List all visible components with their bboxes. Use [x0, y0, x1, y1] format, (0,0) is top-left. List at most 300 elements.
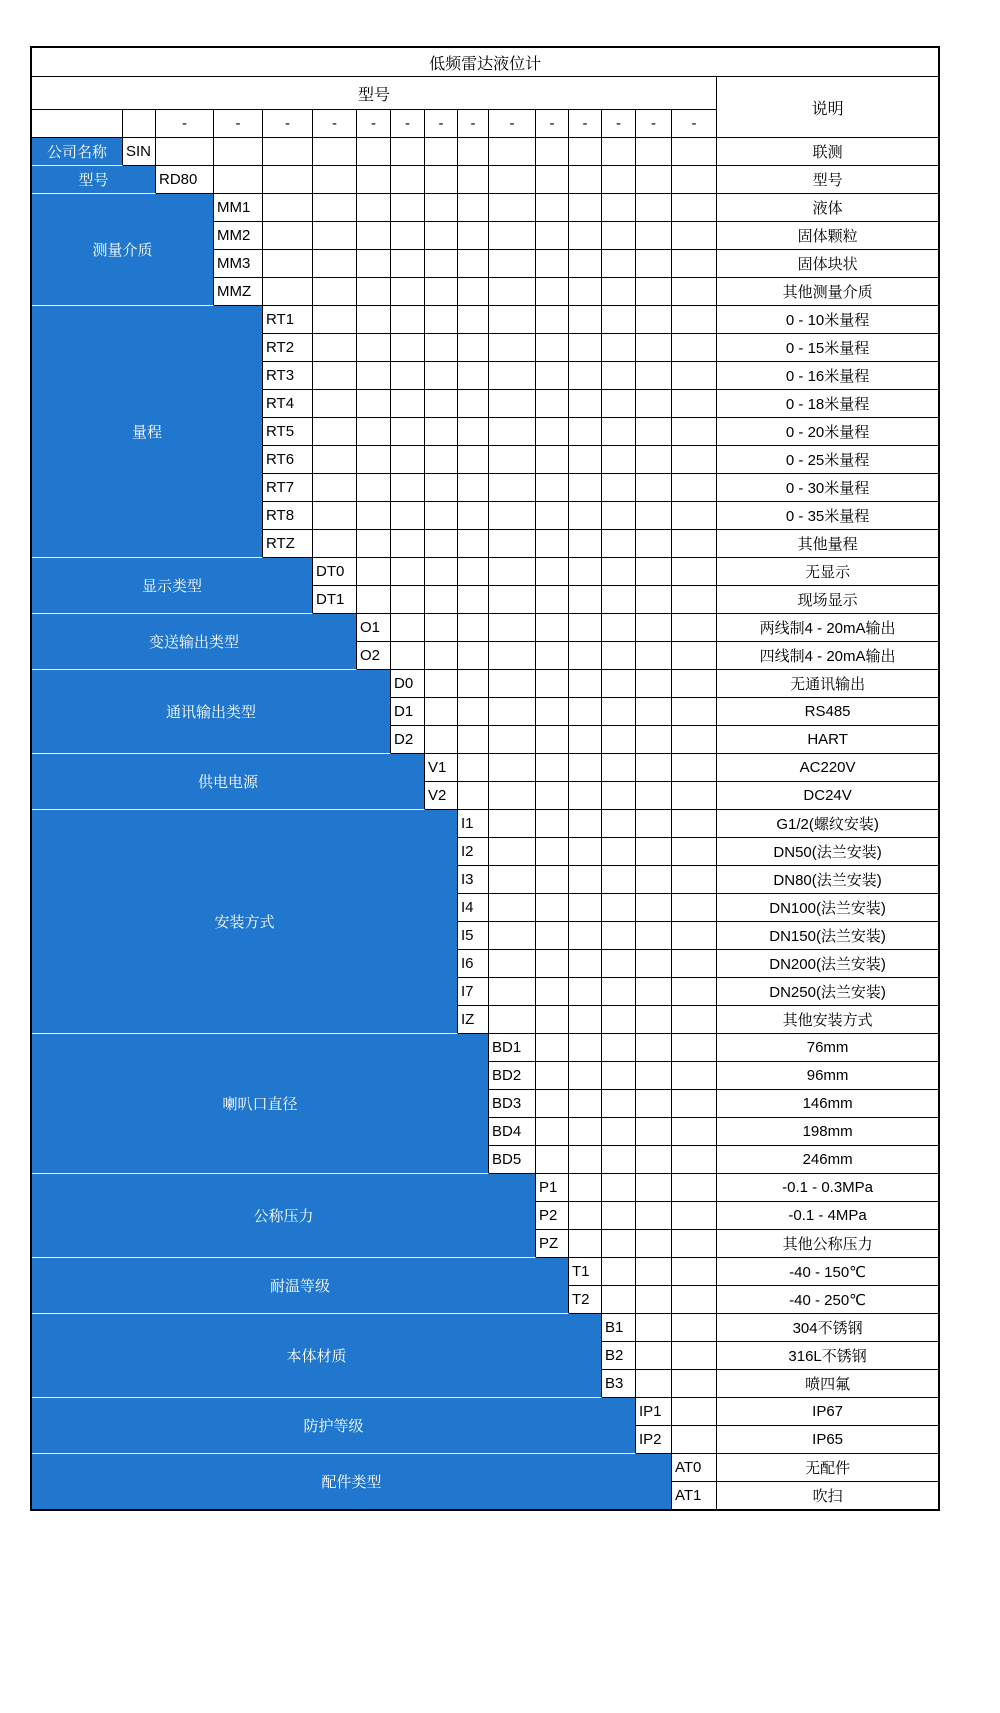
empty-cell — [458, 362, 489, 390]
empty-cell — [636, 474, 672, 502]
empty-cell — [602, 1006, 636, 1034]
empty-cell — [636, 530, 672, 558]
empty-cell — [489, 194, 536, 222]
empty-cell — [672, 1370, 717, 1398]
desc-cell: 0 - 18米量程 — [717, 390, 938, 418]
empty-cell — [489, 502, 536, 530]
empty-cell — [602, 1146, 636, 1174]
empty-cell — [636, 726, 672, 754]
model-header: 型号 — [32, 77, 717, 110]
code-cell: I1 — [458, 810, 489, 838]
empty-cell — [636, 838, 672, 866]
table-title: 低频雷达液位计 — [32, 48, 938, 77]
code-cell: MMZ — [214, 278, 263, 306]
separator-cell: - — [391, 110, 425, 138]
empty-cell — [636, 810, 672, 838]
empty-cell — [672, 1230, 717, 1258]
empty-cell — [425, 250, 458, 278]
option-row — [32, 1258, 938, 1286]
empty-cell — [536, 334, 569, 362]
category-cell: 本体材质 — [32, 1314, 602, 1398]
empty-cell — [569, 362, 602, 390]
empty-cell — [391, 278, 425, 306]
empty-cell — [391, 586, 425, 614]
empty-cell — [569, 250, 602, 278]
code-cell: RT3 — [263, 362, 313, 390]
category-cell: 显示类型 — [32, 558, 313, 614]
empty-cell — [489, 446, 536, 474]
empty-cell — [636, 698, 672, 726]
empty-cell — [489, 698, 536, 726]
empty-cell — [636, 222, 672, 250]
empty-cell — [636, 1062, 672, 1090]
empty-cell — [536, 670, 569, 698]
empty-cell — [313, 334, 357, 362]
empty-cell — [391, 138, 425, 166]
empty-cell — [536, 250, 569, 278]
empty-cell — [391, 166, 425, 194]
empty-cell — [357, 558, 391, 586]
empty-cell — [536, 474, 569, 502]
option-row — [32, 1034, 938, 1062]
empty-cell — [672, 474, 717, 502]
empty-cell — [602, 446, 636, 474]
empty-cell — [357, 166, 391, 194]
code-cell: RT7 — [263, 474, 313, 502]
code-cell: RT4 — [263, 390, 313, 418]
empty-cell — [602, 558, 636, 586]
empty-cell — [602, 642, 636, 670]
empty-cell — [536, 390, 569, 418]
empty-cell — [602, 670, 636, 698]
empty-cell — [569, 194, 602, 222]
desc-cell: 0 - 25米量程 — [717, 446, 938, 474]
empty-cell — [357, 446, 391, 474]
option-row — [32, 138, 938, 166]
empty-cell — [636, 362, 672, 390]
empty-cell — [672, 950, 717, 978]
empty-cell — [636, 586, 672, 614]
header-row — [32, 77, 938, 110]
empty-cell — [458, 726, 489, 754]
code-cell: BD2 — [489, 1062, 536, 1090]
empty-cell — [458, 138, 489, 166]
empty-cell — [672, 222, 717, 250]
empty-cell — [569, 1230, 602, 1258]
desc-cell: DC24V — [717, 782, 938, 810]
empty-cell — [569, 726, 602, 754]
code-cell: P1 — [536, 1174, 569, 1202]
empty-cell — [569, 1118, 602, 1146]
empty-cell — [636, 1258, 672, 1286]
code-cell: V1 — [425, 754, 458, 782]
empty-cell — [569, 1202, 602, 1230]
empty-cell — [425, 390, 458, 418]
empty-cell — [602, 390, 636, 418]
code-cell: D0 — [391, 670, 425, 698]
empty-cell — [602, 502, 636, 530]
empty-cell — [425, 614, 458, 642]
option-row — [32, 1174, 938, 1202]
empty-cell — [569, 614, 602, 642]
code-cell: V2 — [425, 782, 458, 810]
code-cell: IP2 — [636, 1426, 672, 1454]
empty-cell — [569, 334, 602, 362]
empty-cell — [672, 670, 717, 698]
empty-cell — [636, 138, 672, 166]
empty-cell — [536, 810, 569, 838]
empty-cell — [458, 642, 489, 670]
empty-cell — [536, 1118, 569, 1146]
code-cell: B1 — [602, 1314, 636, 1342]
category-cell: 公司名称 — [32, 138, 123, 166]
empty-cell — [672, 810, 717, 838]
empty-cell — [569, 838, 602, 866]
code-cell: I2 — [458, 838, 489, 866]
empty-cell — [672, 530, 717, 558]
desc-cell: HART — [717, 726, 938, 754]
code-cell: BD1 — [489, 1034, 536, 1062]
empty-cell — [425, 726, 458, 754]
empty-cell — [425, 698, 458, 726]
option-row — [32, 194, 938, 222]
separator-cell: - — [636, 110, 672, 138]
empty-cell — [263, 250, 313, 278]
empty-cell — [458, 446, 489, 474]
empty-cell — [214, 166, 263, 194]
desc-cell: -0.1 - 0.3MPa — [717, 1174, 938, 1202]
empty-cell — [569, 390, 602, 418]
separator-cell: - — [489, 110, 536, 138]
empty-cell — [425, 334, 458, 362]
empty-cell — [636, 1118, 672, 1146]
desc-cell: -40 - 250℃ — [717, 1286, 938, 1314]
empty-cell — [425, 446, 458, 474]
empty-cell — [569, 306, 602, 334]
category-cell: 供电电源 — [32, 754, 425, 810]
empty-cell — [489, 390, 536, 418]
code-cell: RT6 — [263, 446, 313, 474]
empty-cell — [602, 1034, 636, 1062]
empty-cell — [489, 810, 536, 838]
empty-cell — [672, 838, 717, 866]
empty-cell — [672, 446, 717, 474]
empty-cell — [569, 978, 602, 1006]
empty-cell — [602, 194, 636, 222]
empty-cell — [536, 306, 569, 334]
empty-cell — [569, 530, 602, 558]
empty-cell — [636, 334, 672, 362]
empty-cell — [536, 726, 569, 754]
empty-cell — [636, 642, 672, 670]
empty-cell — [458, 474, 489, 502]
empty-cell — [357, 306, 391, 334]
empty-cell — [602, 222, 636, 250]
empty-cell — [602, 698, 636, 726]
empty-cell — [536, 586, 569, 614]
empty-cell — [569, 670, 602, 698]
code-cell: BD4 — [489, 1118, 536, 1146]
empty-cell — [636, 1314, 672, 1342]
desc-cell: 现场显示 — [717, 586, 938, 614]
empty-cell — [489, 754, 536, 782]
empty-cell — [536, 530, 569, 558]
empty-cell — [458, 698, 489, 726]
empty-cell — [569, 558, 602, 586]
empty-cell — [489, 418, 536, 446]
empty-cell — [489, 782, 536, 810]
empty-cell — [536, 502, 569, 530]
empty-cell — [536, 418, 569, 446]
empty-cell — [569, 222, 602, 250]
empty-cell — [602, 418, 636, 446]
empty-cell — [263, 138, 313, 166]
empty-cell — [569, 1062, 602, 1090]
empty-cell — [672, 614, 717, 642]
empty-cell — [425, 362, 458, 390]
empty-cell — [672, 362, 717, 390]
desc-cell: G1/2(螺纹安装) — [717, 810, 938, 838]
empty-cell — [672, 1342, 717, 1370]
empty-cell — [672, 1118, 717, 1146]
empty-cell — [357, 502, 391, 530]
empty-cell — [672, 194, 717, 222]
category-cell: 配件类型 — [32, 1454, 672, 1509]
empty-cell — [357, 586, 391, 614]
empty-cell — [636, 558, 672, 586]
empty-cell — [536, 754, 569, 782]
empty-cell — [489, 558, 536, 586]
empty-cell — [672, 1062, 717, 1090]
empty-cell — [602, 586, 636, 614]
empty-cell — [672, 1426, 717, 1454]
code-cell: PZ — [536, 1230, 569, 1258]
empty-cell — [672, 502, 717, 530]
desc-cell: 0 - 30米量程 — [717, 474, 938, 502]
empty-cell — [672, 782, 717, 810]
empty-cell — [602, 278, 636, 306]
empty-cell — [569, 950, 602, 978]
desc-cell: DN50(法兰安装) — [717, 838, 938, 866]
empty-cell — [602, 474, 636, 502]
empty-cell — [425, 194, 458, 222]
empty-cell — [569, 810, 602, 838]
empty-cell — [569, 1146, 602, 1174]
desc-cell: DN200(法兰安装) — [717, 950, 938, 978]
code-cell: I3 — [458, 866, 489, 894]
code-cell: SIN — [123, 138, 156, 166]
empty-cell — [636, 502, 672, 530]
category-cell: 耐温等级 — [32, 1258, 569, 1314]
empty-cell — [458, 194, 489, 222]
empty-cell — [636, 1342, 672, 1370]
empty-cell — [391, 446, 425, 474]
empty-cell — [458, 754, 489, 782]
option-row — [32, 306, 938, 334]
empty-cell — [425, 586, 458, 614]
code-cell: I5 — [458, 922, 489, 950]
empty-cell — [672, 922, 717, 950]
empty-cell — [357, 250, 391, 278]
empty-cell — [313, 446, 357, 474]
separator-cell: - — [214, 110, 263, 138]
desc-cell: 316L不锈钢 — [717, 1342, 938, 1370]
empty-cell — [602, 1090, 636, 1118]
empty-cell — [489, 642, 536, 670]
empty-cell — [672, 278, 717, 306]
empty-cell — [636, 754, 672, 782]
model-selection-table — [30, 46, 940, 1511]
empty-cell — [458, 558, 489, 586]
empty-cell — [636, 1286, 672, 1314]
empty-cell — [536, 642, 569, 670]
empty-cell — [602, 726, 636, 754]
desc-cell: 型号 — [717, 166, 938, 194]
empty-cell — [569, 474, 602, 502]
empty-cell — [536, 278, 569, 306]
empty-cell — [313, 502, 357, 530]
separator-cell: - — [357, 110, 391, 138]
option-row — [32, 670, 938, 698]
empty-cell — [313, 390, 357, 418]
empty-cell — [672, 1398, 717, 1426]
category-cell: 量程 — [32, 306, 263, 558]
empty-cell — [425, 278, 458, 306]
empty-cell — [672, 1146, 717, 1174]
desc-cell: 固体颗粒 — [717, 222, 938, 250]
empty-cell — [569, 166, 602, 194]
empty-cell — [313, 166, 357, 194]
desc-cell: 96mm — [717, 1062, 938, 1090]
empty-cell — [263, 222, 313, 250]
empty-cell — [569, 782, 602, 810]
empty-cell — [569, 754, 602, 782]
code-cell: O2 — [357, 642, 391, 670]
desc-cell: 304不锈钢 — [717, 1314, 938, 1342]
empty-cell — [489, 978, 536, 1006]
empty-cell — [602, 306, 636, 334]
category-cell: 测量介质 — [32, 194, 214, 306]
empty-cell — [391, 306, 425, 334]
empty-cell — [569, 1090, 602, 1118]
empty-cell — [458, 278, 489, 306]
code-cell: AT0 — [672, 1454, 717, 1482]
code-cell: O1 — [357, 614, 391, 642]
empty-cell — [636, 418, 672, 446]
empty-cell — [489, 866, 536, 894]
empty-cell — [425, 222, 458, 250]
empty-cell — [602, 614, 636, 642]
empty-cell — [489, 894, 536, 922]
empty-cell — [425, 138, 458, 166]
empty-cell — [602, 530, 636, 558]
empty-cell — [489, 166, 536, 194]
empty-cell — [569, 1174, 602, 1202]
empty-cell — [636, 306, 672, 334]
empty-cell — [313, 194, 357, 222]
code-cell: I7 — [458, 978, 489, 1006]
empty-cell — [569, 446, 602, 474]
empty-cell — [636, 1370, 672, 1398]
empty-cell — [636, 1034, 672, 1062]
empty-cell — [536, 978, 569, 1006]
desc-cell: DN250(法兰安装) — [717, 978, 938, 1006]
desc-cell: 246mm — [717, 1146, 938, 1174]
empty-cell — [636, 250, 672, 278]
desc-cell: 其他公称压力 — [717, 1230, 938, 1258]
option-row — [32, 1398, 938, 1426]
title-row — [32, 48, 938, 77]
empty-cell — [602, 894, 636, 922]
empty-cell — [536, 1090, 569, 1118]
empty-cell — [263, 166, 313, 194]
separator-cell: - — [458, 110, 489, 138]
empty-cell — [391, 194, 425, 222]
empty-cell — [357, 530, 391, 558]
empty-cell — [156, 138, 214, 166]
empty-cell — [489, 726, 536, 754]
code-cell: MM2 — [214, 222, 263, 250]
desc-cell: 其他安装方式 — [717, 1006, 938, 1034]
code-cell: MM1 — [214, 194, 263, 222]
code-cell: BD5 — [489, 1146, 536, 1174]
empty-cell — [569, 698, 602, 726]
desc-cell: -0.1 - 4MPa — [717, 1202, 938, 1230]
empty-cell — [672, 1006, 717, 1034]
empty-cell — [313, 530, 357, 558]
empty-cell — [536, 1062, 569, 1090]
empty-cell — [313, 362, 357, 390]
category-cell: 防护等级 — [32, 1398, 636, 1454]
empty-cell — [391, 250, 425, 278]
empty-cell — [489, 670, 536, 698]
empty-cell — [569, 866, 602, 894]
empty-cell — [313, 474, 357, 502]
category-cell: 安装方式 — [32, 810, 458, 1034]
empty-cell — [425, 558, 458, 586]
empty-cell — [602, 1118, 636, 1146]
code-cell: B3 — [602, 1370, 636, 1398]
desc-cell: 联测 — [717, 138, 938, 166]
empty-cell — [636, 978, 672, 1006]
desc-cell: 其他测量介质 — [717, 278, 938, 306]
empty-cell — [536, 698, 569, 726]
empty-cell — [672, 138, 717, 166]
empty-cell — [458, 670, 489, 698]
empty-cell — [391, 502, 425, 530]
empty-cell — [536, 166, 569, 194]
empty-cell — [313, 138, 357, 166]
code-cell: IZ — [458, 1006, 489, 1034]
code-cell: RT5 — [263, 418, 313, 446]
empty-cell — [602, 362, 636, 390]
empty-cell — [536, 894, 569, 922]
separator-cell: - — [156, 110, 214, 138]
empty-cell — [458, 390, 489, 418]
empty-cell — [489, 922, 536, 950]
empty-cell — [672, 418, 717, 446]
empty-cell — [672, 250, 717, 278]
desc-cell: IP65 — [717, 1426, 938, 1454]
empty-cell — [489, 530, 536, 558]
desc-cell: RS485 — [717, 698, 938, 726]
empty-cell — [458, 250, 489, 278]
code-cell: B2 — [602, 1342, 636, 1370]
desc-cell: -40 - 150℃ — [717, 1258, 938, 1286]
empty-cell — [672, 754, 717, 782]
empty-cell — [391, 474, 425, 502]
empty-cell — [313, 222, 357, 250]
